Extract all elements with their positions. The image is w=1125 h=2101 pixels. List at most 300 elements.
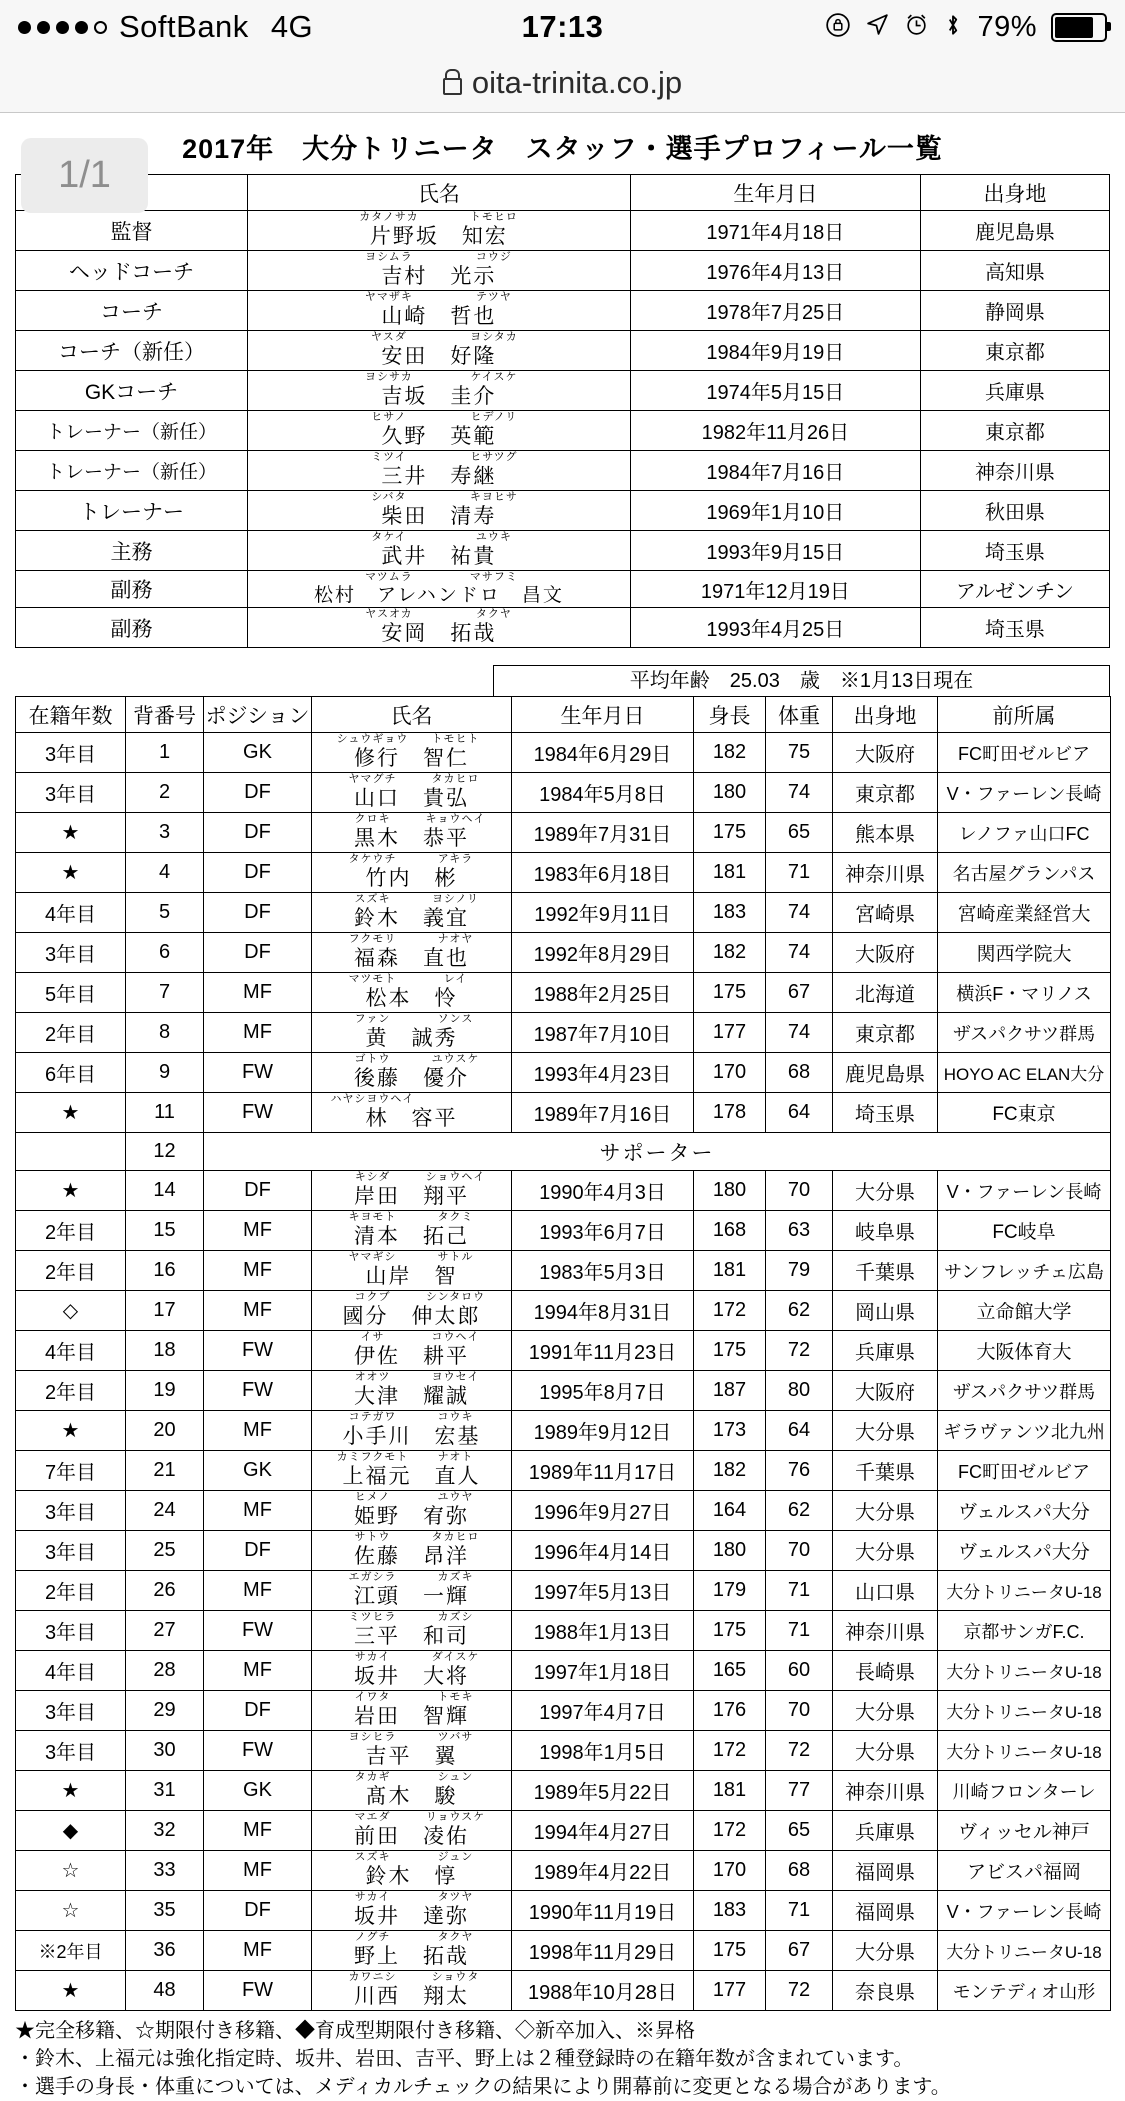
player-number: 35 xyxy=(126,1891,204,1931)
column-header: 出身地 xyxy=(920,175,1109,211)
name-furigana: ヒサノ ヒデノリ xyxy=(371,411,518,423)
name-kanji: 黄 誠秀 xyxy=(365,1027,458,1050)
player-birthdate: 1983年6月18日 xyxy=(512,853,694,893)
player-years: ◇ xyxy=(16,1291,126,1331)
player-name xyxy=(312,1811,512,1851)
table-row xyxy=(16,1171,1111,1211)
name-furigana: イサ コウヘイ xyxy=(360,1331,480,1343)
player-position: DF xyxy=(204,853,312,893)
staff-role: ヘッドコーチ xyxy=(16,251,248,291)
alarm-clock-icon xyxy=(904,12,929,42)
name-kanji: 大津 耀誠 xyxy=(354,1385,469,1408)
table-row xyxy=(16,491,1110,531)
name-kanji: 坂井 大将 xyxy=(354,1665,469,1688)
name-kanji: 三井 寿継 xyxy=(381,465,497,488)
player-number: 7 xyxy=(126,973,204,1013)
name-furigana: マエダ リョウスケ xyxy=(354,1811,486,1823)
player-height: 181 xyxy=(694,853,766,893)
player-years: 4年目 xyxy=(16,1651,126,1691)
player-birthdate: 1993年4月23日 xyxy=(512,1053,694,1093)
name-kanji: 坂井 達弥 xyxy=(354,1905,469,1928)
player-previous-club: モンテディオ山形 xyxy=(938,1971,1111,2011)
player-origin: 岐阜県 xyxy=(833,1211,938,1251)
player-origin: 福岡県 xyxy=(833,1891,938,1931)
player-birthdate: 1997年5月13日 xyxy=(512,1571,694,1611)
player-position: MF xyxy=(204,973,312,1013)
player-origin: 東京都 xyxy=(833,1013,938,1053)
player-previous-club: ザスパクサツ群馬 xyxy=(938,1013,1111,1053)
player-name xyxy=(312,773,512,813)
player-previous-club: 大分トリニータU-18 xyxy=(938,1691,1111,1731)
staff-origin: 静岡県 xyxy=(920,291,1109,331)
player-origin: 北海道 xyxy=(833,973,938,1013)
player-position: MF xyxy=(204,1411,312,1451)
player-height: 175 xyxy=(694,973,766,1013)
player-birthdate: 1991年11月23日 xyxy=(512,1331,694,1371)
player-weight: 72 xyxy=(766,1331,833,1371)
status-bar xyxy=(0,0,1125,54)
name-kanji: 三平 和司 xyxy=(354,1625,469,1648)
player-birthdate: 1984年5月8日 xyxy=(512,773,694,813)
player-years: 5年目 xyxy=(16,973,126,1013)
player-position: DF xyxy=(204,1531,312,1571)
name-kanji: 上福元 直人 xyxy=(342,1465,481,1488)
player-weight: 71 xyxy=(766,1571,833,1611)
player-height: 180 xyxy=(694,773,766,813)
name-furigana: スズキ ヨシノリ xyxy=(354,893,480,905)
player-height: 177 xyxy=(694,1013,766,1053)
player-name xyxy=(312,733,512,773)
player-number: 12 xyxy=(126,1133,204,1171)
table-row xyxy=(16,1093,1111,1133)
player-years: ★ xyxy=(16,813,126,853)
name-kanji: 武井 祐貴 xyxy=(381,545,497,568)
staff-birthdate: 1993年4月25日 xyxy=(630,608,920,648)
name-kanji: 清本 拓己 xyxy=(354,1225,469,1248)
player-number: 9 xyxy=(126,1053,204,1093)
player-height: 175 xyxy=(694,813,766,853)
name-kanji: 後藤 優介 xyxy=(354,1067,469,1090)
player-weight: 74 xyxy=(766,933,833,973)
player-weight: 70 xyxy=(766,1531,833,1571)
player-height: 175 xyxy=(694,1931,766,1971)
staff-role: トレーナー（新任） xyxy=(16,451,248,491)
player-birthdate: 1989年7月31日 xyxy=(512,813,694,853)
player-previous-club: 大分トリニータU-18 xyxy=(938,1731,1111,1771)
player-birthdate: 1998年1月5日 xyxy=(512,1731,694,1771)
player-origin: 神奈川県 xyxy=(833,1611,938,1651)
player-number: 3 xyxy=(126,813,204,853)
name-furigana: ミツヒラ カズシ xyxy=(348,1611,474,1623)
player-years: ★ xyxy=(16,1971,126,2011)
staff-role: コーチ xyxy=(16,291,248,331)
column-header: 生年月日 xyxy=(630,175,920,211)
player-number: 33 xyxy=(126,1851,204,1891)
player-position: DF xyxy=(204,773,312,813)
player-origin: 鹿児島県 xyxy=(833,1053,938,1093)
name-kanji: 鈴木 義宜 xyxy=(354,907,469,930)
player-position: MF xyxy=(204,1931,312,1971)
footnotes xyxy=(15,2017,1110,2101)
page-indicator-badge: 1/1 xyxy=(21,138,148,213)
player-origin: 熊本県 xyxy=(833,813,938,853)
player-number: 6 xyxy=(126,933,204,973)
player-birthdate: 1997年1月18日 xyxy=(512,1651,694,1691)
player-position: GK xyxy=(204,1771,312,1811)
player-weight: 72 xyxy=(766,1971,833,2011)
player-position: MF xyxy=(204,1211,312,1251)
player-height: 175 xyxy=(694,1331,766,1371)
player-origin: 福岡県 xyxy=(833,1851,938,1891)
name-kanji: 鈴木 惇 xyxy=(365,1865,458,1888)
player-height: 164 xyxy=(694,1491,766,1531)
player-position: MF xyxy=(204,1491,312,1531)
footnote-line: ・選手の身長・体重については、メディカルチェックの結果により開幕前に変更となる場合があります。 xyxy=(15,2076,951,2098)
player-birthdate: 1998年11月29日 xyxy=(512,1931,694,1971)
column-header: 在籍年数 xyxy=(16,697,126,733)
player-weight: 71 xyxy=(766,1611,833,1651)
staff-role: トレーナー（新任） xyxy=(16,411,248,451)
player-birthdate: 1988年1月13日 xyxy=(512,1611,694,1651)
player-name xyxy=(312,1171,512,1211)
player-height: 179 xyxy=(694,1571,766,1611)
table-row xyxy=(16,1731,1111,1771)
player-number: 15 xyxy=(126,1211,204,1251)
player-weight: 74 xyxy=(766,1013,833,1053)
player-name xyxy=(312,1771,512,1811)
player-origin: 岡山県 xyxy=(833,1291,938,1331)
table-row xyxy=(16,1651,1111,1691)
player-position: DF xyxy=(204,893,312,933)
player-years: 6年目 xyxy=(16,1053,126,1093)
network-type-label: 4G xyxy=(270,9,314,44)
player-years: ☆ xyxy=(16,1891,126,1931)
player-origin: 大分県 xyxy=(833,1491,938,1531)
name-kanji: 黒木 恭平 xyxy=(354,827,469,850)
table-header-row xyxy=(16,697,1111,733)
name-kanji: 野上 拓哉 xyxy=(354,1945,469,1968)
name-kanji: 吉坂 圭介 xyxy=(381,385,497,408)
player-years: 3年目 xyxy=(16,773,126,813)
player-position: FW xyxy=(204,1971,312,2011)
column-header: 氏名 xyxy=(248,175,631,211)
player-name xyxy=(312,813,512,853)
name-kanji: 松本 怜 xyxy=(365,987,458,1010)
name-furigana: ヨシヒラ ツバサ xyxy=(348,1731,474,1743)
table-row xyxy=(16,531,1110,571)
player-position: GK xyxy=(204,733,312,773)
name-furigana: クロキ キョウヘイ xyxy=(354,813,486,825)
player-previous-club: V・ファーレン長崎 xyxy=(938,1171,1111,1211)
player-position: DF xyxy=(204,1691,312,1731)
bluetooth-icon xyxy=(943,12,963,43)
player-height: 168 xyxy=(694,1211,766,1251)
player-height: 165 xyxy=(694,1651,766,1691)
staff-origin: 高知県 xyxy=(920,251,1109,291)
player-position: FW xyxy=(204,1731,312,1771)
table-row xyxy=(16,1133,1111,1171)
staff-birthdate: 1982年11月26日 xyxy=(630,411,920,451)
name-furigana: サカイ タツヤ xyxy=(354,1891,474,1903)
player-origin: 大阪府 xyxy=(833,1371,938,1411)
name-furigana: タカギ シュン xyxy=(354,1771,474,1783)
player-number: 17 xyxy=(126,1291,204,1331)
player-height: 182 xyxy=(694,933,766,973)
signal-dot xyxy=(18,21,31,34)
player-height: 173 xyxy=(694,1411,766,1451)
player-weight: 76 xyxy=(766,1451,833,1491)
player-birthdate: 1989年11月17日 xyxy=(512,1451,694,1491)
name-furigana: ハヤシヨウヘイ xyxy=(330,1093,415,1105)
player-years: 3年目 xyxy=(16,1491,126,1531)
player-position: FW xyxy=(204,1331,312,1371)
location-arrow-icon xyxy=(865,12,890,42)
player-origin: 山口県 xyxy=(833,1571,938,1611)
table-row xyxy=(16,1611,1111,1651)
player-weight: 79 xyxy=(766,1251,833,1291)
player-number: 5 xyxy=(126,893,204,933)
staff-birthdate: 1971年12月19日 xyxy=(630,571,920,608)
name-furigana: カタノサカ トモヒロ xyxy=(359,211,518,223)
staff-role: トレーナー xyxy=(16,491,248,531)
name-furigana: エガシラ カズキ xyxy=(348,1571,474,1583)
staff-name xyxy=(248,211,631,251)
player-years: 2年目 xyxy=(16,1013,126,1053)
column-header: 氏名 xyxy=(312,697,512,733)
player-previous-club: ヴィッセル神戸 xyxy=(938,1811,1111,1851)
player-birthdate: 1994年8月31日 xyxy=(512,1291,694,1331)
player-birthdate: 1992年9月11日 xyxy=(512,893,694,933)
column-header: 生年月日 xyxy=(512,697,694,733)
player-birthdate: 1984年6月29日 xyxy=(512,733,694,773)
staff-birthdate: 1969年1月10日 xyxy=(630,491,920,531)
player-position: MF xyxy=(204,1013,312,1053)
player-years: 3年目 xyxy=(16,733,126,773)
player-height: 183 xyxy=(694,1891,766,1931)
player-weight: 70 xyxy=(766,1691,833,1731)
player-number: 11 xyxy=(126,1093,204,1133)
staff-name xyxy=(248,411,631,451)
player-birthdate: 1994年4月27日 xyxy=(512,1811,694,1851)
signal-dot xyxy=(75,21,88,34)
table-row xyxy=(16,411,1110,451)
player-height: 170 xyxy=(694,1851,766,1891)
table-row xyxy=(16,1691,1111,1731)
staff-origin: 兵庫県 xyxy=(920,371,1109,411)
player-height: 172 xyxy=(694,1811,766,1851)
player-origin: 長崎県 xyxy=(833,1651,938,1691)
table-row xyxy=(16,1771,1111,1811)
staff-role: GKコーチ xyxy=(16,371,248,411)
player-number: 2 xyxy=(126,773,204,813)
player-previous-club: 宮崎産業経営大 xyxy=(938,893,1111,933)
player-position: FW xyxy=(204,1611,312,1651)
carrier-label: SoftBank xyxy=(119,9,249,44)
player-weight: 74 xyxy=(766,773,833,813)
player-weight: 64 xyxy=(766,1411,833,1451)
staff-role: コーチ（新任） xyxy=(16,331,248,371)
player-name xyxy=(312,1331,512,1371)
player-number: 36 xyxy=(126,1931,204,1971)
staff-birthdate: 1984年7月16日 xyxy=(630,451,920,491)
player-weight: 67 xyxy=(766,1931,833,1971)
player-years: 3年目 xyxy=(16,933,126,973)
player-birthdate: 1997年4月7日 xyxy=(512,1691,694,1731)
player-weight: 68 xyxy=(766,1851,833,1891)
player-height: 180 xyxy=(694,1531,766,1571)
player-origin: 千葉県 xyxy=(833,1251,938,1291)
table-row xyxy=(16,813,1111,853)
name-kanji: 久野 英範 xyxy=(381,425,497,448)
player-birthdate: 1989年9月12日 xyxy=(512,1411,694,1451)
player-name xyxy=(312,1291,512,1331)
staff-name xyxy=(248,331,631,371)
name-furigana: オオツ ヨウセイ xyxy=(354,1371,480,1383)
player-weight: 62 xyxy=(766,1491,833,1531)
table-row xyxy=(16,1491,1111,1531)
player-birthdate: 1988年10月28日 xyxy=(512,1971,694,2011)
player-previous-club: 大分トリニータU-18 xyxy=(938,1931,1111,1971)
player-birthdate: 1990年4月3日 xyxy=(512,1171,694,1211)
player-position: GK xyxy=(204,1451,312,1491)
player-origin: 大分県 xyxy=(833,1411,938,1451)
name-furigana: シュウギョウ トモヒト xyxy=(336,733,480,745)
player-birthdate: 1990年11月19日 xyxy=(512,1891,694,1931)
table-row xyxy=(16,251,1110,291)
name-furigana: サカイ ダイスケ xyxy=(354,1651,480,1663)
name-kanji: 安田 好隆 xyxy=(381,345,497,368)
clock-label: 17:13 xyxy=(521,9,604,44)
player-origin: 大阪府 xyxy=(833,933,938,973)
player-years: ★ xyxy=(16,853,126,893)
staff-name xyxy=(248,451,631,491)
name-kanji: 竹内 彬 xyxy=(365,867,458,890)
name-furigana: ヨシムラ コウジ xyxy=(365,251,512,263)
player-position: FW xyxy=(204,1371,312,1411)
player-height: 181 xyxy=(694,1251,766,1291)
staff-role: 副務 xyxy=(16,571,248,608)
name-kanji: 修行 智仁 xyxy=(354,747,469,770)
staff-name xyxy=(248,608,631,648)
name-furigana: ミツイ ヒサツグ xyxy=(371,451,518,463)
player-weight: 77 xyxy=(766,1771,833,1811)
player-previous-club: ザスパクサツ群馬 xyxy=(938,1371,1111,1411)
name-kanji: 岩田 智輝 xyxy=(354,1705,469,1728)
name-kanji: 山崎 哲也 xyxy=(381,305,497,328)
player-previous-club: 関西学院大 xyxy=(938,933,1111,973)
battery-percent-label: 79% xyxy=(977,10,1037,43)
table-row xyxy=(16,853,1111,893)
player-name xyxy=(312,973,512,1013)
staff-birthdate: 1971年4月18日 xyxy=(630,211,920,251)
player-birthdate: 1993年6月7日 xyxy=(512,1211,694,1251)
name-kanji: 安岡 拓哉 xyxy=(381,622,497,645)
player-weight: 63 xyxy=(766,1211,833,1251)
player-previous-club: FC東京 xyxy=(938,1093,1111,1133)
player-weight: 62 xyxy=(766,1291,833,1331)
staff-origin: 神奈川県 xyxy=(920,451,1109,491)
player-number: 27 xyxy=(126,1611,204,1651)
name-kanji: 吉村 光示 xyxy=(381,265,497,288)
player-position: MF xyxy=(204,1651,312,1691)
name-kanji: 江頭 一輝 xyxy=(354,1585,469,1608)
player-birthdate: 1988年2月25日 xyxy=(512,973,694,1013)
player-birthdate: 1989年4月22日 xyxy=(512,1851,694,1891)
player-years: ☆ xyxy=(16,1851,126,1891)
name-furigana: マツムラ マサフミ xyxy=(365,571,518,583)
staff-name xyxy=(248,491,631,531)
player-height: 170 xyxy=(694,1053,766,1093)
player-number: 8 xyxy=(126,1013,204,1053)
player-previous-club: HOYO AC ELAN大分 xyxy=(938,1053,1111,1093)
player-height: 181 xyxy=(694,1771,766,1811)
player-weight: 72 xyxy=(766,1731,833,1771)
player-height: 177 xyxy=(694,1971,766,2011)
player-number: 26 xyxy=(126,1571,204,1611)
player-weight: 67 xyxy=(766,973,833,1013)
player-years xyxy=(16,1133,126,1171)
player-name xyxy=(312,1411,512,1451)
name-furigana: タケイ ユウキ xyxy=(371,531,512,543)
table-row xyxy=(16,1571,1111,1611)
table-row xyxy=(16,1371,1111,1411)
player-years: 2年目 xyxy=(16,1211,126,1251)
player-previous-club: ヴェルスパ大分 xyxy=(938,1491,1111,1531)
name-kanji: 岸田 翔平 xyxy=(354,1185,469,1208)
player-name xyxy=(312,1971,512,2011)
table-row xyxy=(16,451,1110,491)
player-years: ◆ xyxy=(16,1811,126,1851)
player-previous-club: 大分トリニータU-18 xyxy=(938,1571,1111,1611)
average-age-row xyxy=(15,665,1110,696)
player-birthdate: 1996年4月14日 xyxy=(512,1531,694,1571)
table-row xyxy=(16,211,1110,251)
table-row xyxy=(16,1251,1111,1291)
player-origin: 大阪府 xyxy=(833,733,938,773)
player-number: 29 xyxy=(126,1691,204,1731)
player-position: DF xyxy=(204,933,312,973)
player-birthdate: 1989年5月22日 xyxy=(512,1771,694,1811)
player-weight: 68 xyxy=(766,1053,833,1093)
player-weight: 65 xyxy=(766,813,833,853)
player-years: 3年目 xyxy=(16,1691,126,1731)
table-row xyxy=(16,1811,1111,1851)
player-name xyxy=(312,1571,512,1611)
player-years: ★ xyxy=(16,1093,126,1133)
staff-origin: 東京都 xyxy=(920,411,1109,451)
player-origin: 東京都 xyxy=(833,773,938,813)
player-position: DF xyxy=(204,1891,312,1931)
player-weight: 60 xyxy=(766,1651,833,1691)
player-name xyxy=(312,1013,512,1053)
player-origin: 神奈川県 xyxy=(833,853,938,893)
name-kanji: 前田 凌佑 xyxy=(354,1825,469,1848)
player-origin: 神奈川県 xyxy=(833,1771,938,1811)
player-number: 32 xyxy=(126,1811,204,1851)
player-years: 4年目 xyxy=(16,893,126,933)
name-furigana: キヨモト タクミ xyxy=(348,1211,474,1223)
browser-url-bar[interactable] xyxy=(0,54,1125,113)
player-previous-club: 京都サンガF.C. xyxy=(938,1611,1111,1651)
player-height: 178 xyxy=(694,1093,766,1133)
name-furigana: マツモト レイ xyxy=(348,973,468,985)
player-previous-club: V・ファーレン長崎 xyxy=(938,773,1111,813)
player-weight: 74 xyxy=(766,893,833,933)
name-furigana: カミフクモト ナオト xyxy=(336,1451,474,1463)
player-origin: 兵庫県 xyxy=(833,1811,938,1851)
player-years: ※2年目 xyxy=(16,1931,126,1971)
name-kanji: 伊佐 耕平 xyxy=(354,1345,469,1368)
